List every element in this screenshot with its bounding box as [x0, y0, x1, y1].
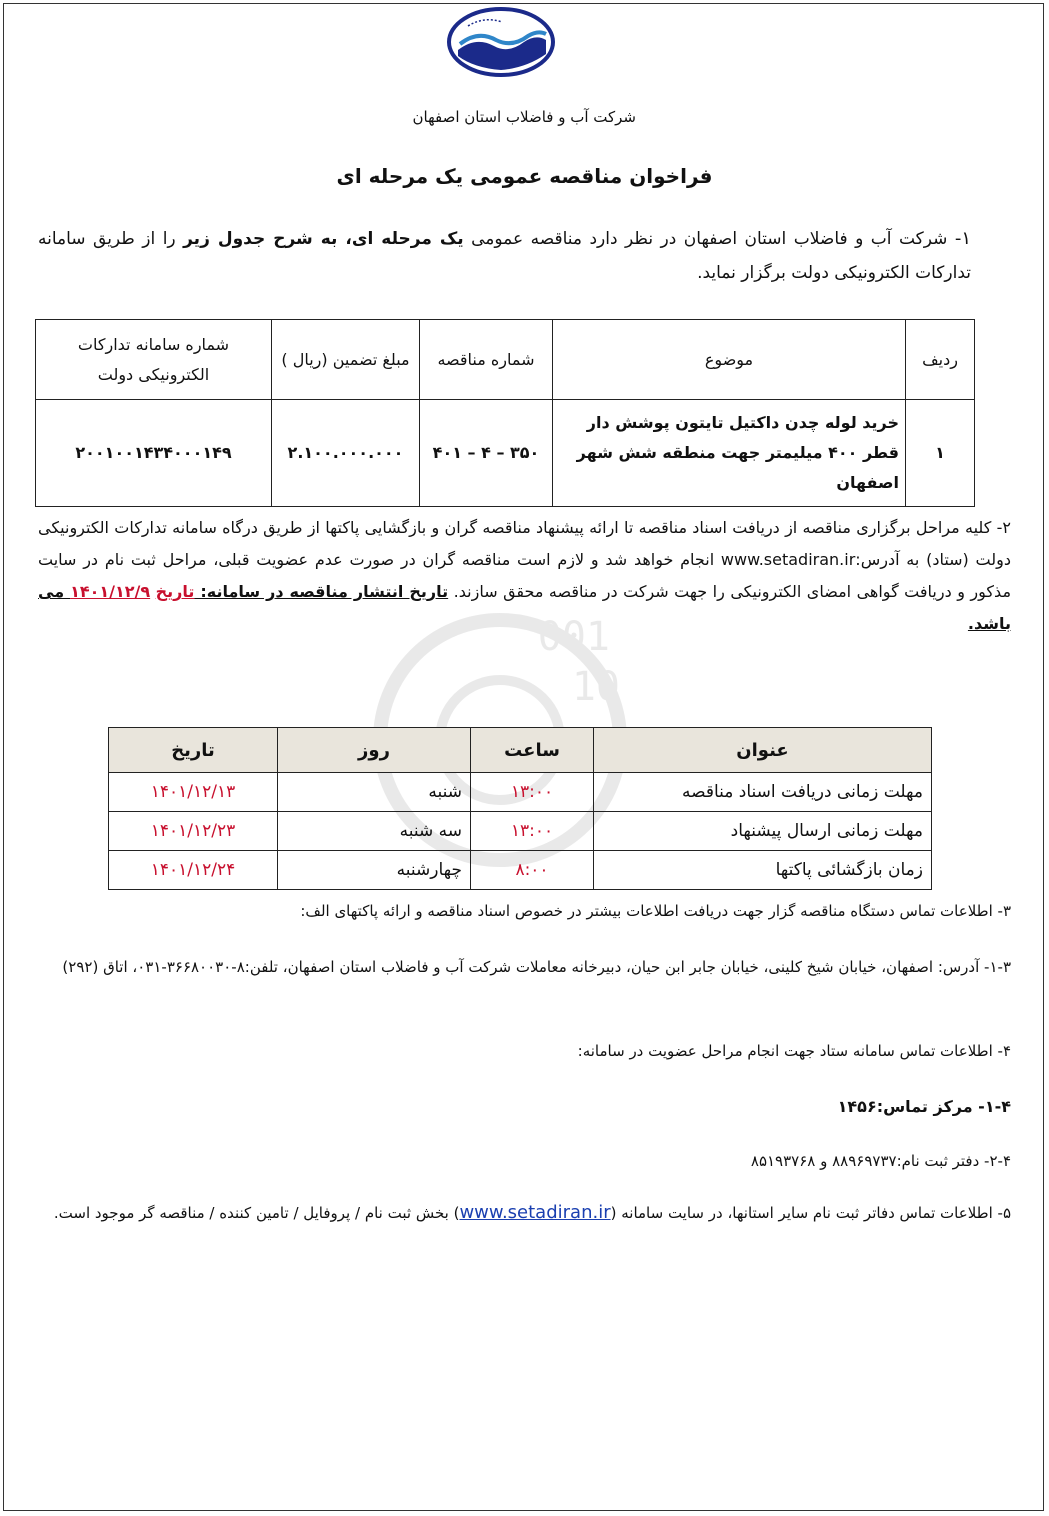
setadiran-link[interactable]: www.setadiran.ir: [459, 1202, 611, 1223]
section-4-call-center: ۱-۴- مرکز تماس:۱۴۵۶: [837, 1097, 1011, 1116]
section-5-text-2: ) بخش ثبت نام / پروفایل / تامین کننده / مناقصه گر موجود است.: [53, 1204, 460, 1222]
cell-day: سه شنبه: [278, 812, 471, 851]
header-day: روز: [278, 728, 471, 773]
cell-time: ۱۳:۰۰: [471, 773, 594, 812]
intro-number: ۱-: [954, 228, 972, 249]
intro-paragraph: [38, 222, 971, 290]
header-time: ساعت: [471, 728, 594, 773]
section-3-address: ۱-۳- آدرس: اصفهان، خیابان شیخ کلینی، خیابان جابر ابن حیان، دبیرخانه معاملات شرکت آب و فاضلاب استان اصفهان، تلفن:۸-۳۶۶۸۰۰۳۰-۰۳۱، اتاق (۲۹۲): [62, 958, 1011, 976]
section-3-text: ۳- اطلاعات تماس دستگاه مناقصه گزار جهت دریافت اطلاعات بیشتر در خصوص اسناد مناقصه و ارائه پاکتهای الف:: [300, 902, 1011, 920]
header-guarantee: مبلغ تضمین (ریال ): [272, 320, 420, 400]
cell-date: ۱۴۰۱/۱۲/۱۳: [109, 773, 278, 812]
table-row: [109, 812, 932, 851]
header-row: ردیف: [906, 320, 975, 400]
cell-date: ۱۴۰۱/۱۲/۲۴: [109, 851, 278, 890]
tender-table: [35, 319, 975, 507]
cell-title: زمان بازگشائی پاکتها: [594, 851, 932, 890]
cell-day: چهارشنبه: [278, 851, 471, 890]
header-system-no: شماره سامانه تدارکات الکترونیکی دولت: [36, 320, 272, 400]
header-tender-no: شماره مناقصه: [420, 320, 553, 400]
table-row: [109, 773, 932, 812]
section-5-text-1: ۵- اطلاعات تماس دفاتر ثبت نام سایر استانها، در سایت سامانه (: [610, 1204, 1011, 1222]
header-subject: موضوع: [553, 320, 906, 400]
section-4-text: ۴- اطلاعات تماس سامانه ستاد جهت انجام مراحل عضویت در سامانه:: [577, 1042, 1011, 1060]
company-logo: [446, 6, 556, 78]
schedule-table-header: [109, 728, 932, 773]
cell-guarantee: ۲.۱۰۰.۰۰۰.۰۰۰: [272, 400, 420, 507]
cell-system-no: ۲۰۰۱۰۰۱۴۳۴۰۰۰۱۴۹: [36, 400, 272, 507]
cell-subject: خرید لوله چدن داکتیل تایتون پوشش دار قطر ۴۰۰ میلیمتر جهت منطقه شش شهر اصفهان: [553, 400, 906, 507]
svg-text:10: 10: [571, 664, 620, 710]
publish-date: ۱۴۰۱/۱۲/۹: [70, 582, 151, 601]
page-title: فراخوان مناقصه عمومی یک مرحله ای: [336, 164, 713, 188]
cell-tender-no: ۳۵۰ – ۴ – ۴۰۱: [420, 400, 553, 507]
cell-time: ۸:۰۰: [471, 851, 594, 890]
section-2-text: ۲- کلیه مراحل برگزاری مناقصه از دریافت اسناد مناقصه تا ارائه پیشنهاد مناقصه گران و بازگشایی پاکتها از طریق درگاه سامانه تدارکات الکترونیکی دولت (ستاد) به آدرس:www.setadiran.ir انجام خواهد شد و لازم است مناقصه گران در صورت عدم عضویت قبلی، مراحل ثبت نام در سایت مذکور و دریافت گواهی امضای الکترونیکی را جهت شرکت در مناقصه محقق سازند.: [38, 518, 1012, 601]
cell-day: شنبه: [278, 773, 471, 812]
header-date: تاریخ: [109, 728, 278, 773]
publish-label-red: تاریخ: [155, 582, 195, 601]
cell-title: مهلت زمانی ارسال پیشنهاد: [594, 812, 932, 851]
company-name: شرکت آب و فاضلاب استان اصفهان: [412, 108, 636, 126]
cell-row: ۱: [906, 400, 975, 507]
svg-text:001: 001: [537, 614, 610, 660]
tender-table-header: [36, 320, 975, 400]
publish-label: تاریخ انتشار مناقصه در سامانه:: [194, 582, 449, 601]
intro-bold: یک مرحله ای، به شرح جدول زیر: [183, 229, 464, 249]
section-2-paragraph: [38, 512, 1011, 640]
cell-title: مهلت زمانی دریافت اسناد مناقصه: [594, 773, 932, 812]
schedule-table: [108, 727, 932, 890]
header-title: عنوان: [594, 728, 932, 773]
table-row: [109, 851, 932, 890]
section-4-office: ۲-۴- دفتر ثبت نام:۸۸۹۶۹۷۳۷ و ۸۵۱۹۳۷۶۸: [750, 1152, 1011, 1170]
cell-time: ۱۳:۰۰: [471, 812, 594, 851]
section-5-paragraph: [38, 1198, 1011, 1228]
intro-text-1: شرکت آب و فاضلاب استان اصفهان در نظر دارد مناقصه عمومی: [463, 229, 955, 249]
cell-date: ۱۴۰۱/۱۲/۲۳: [109, 812, 278, 851]
intro-text-2: را از طریق سامانه تدارکات الکترونیکی دولت برگزار نماید.: [38, 229, 971, 283]
publish-suffix: می باشد.: [38, 582, 1011, 633]
table-row: [36, 400, 975, 507]
